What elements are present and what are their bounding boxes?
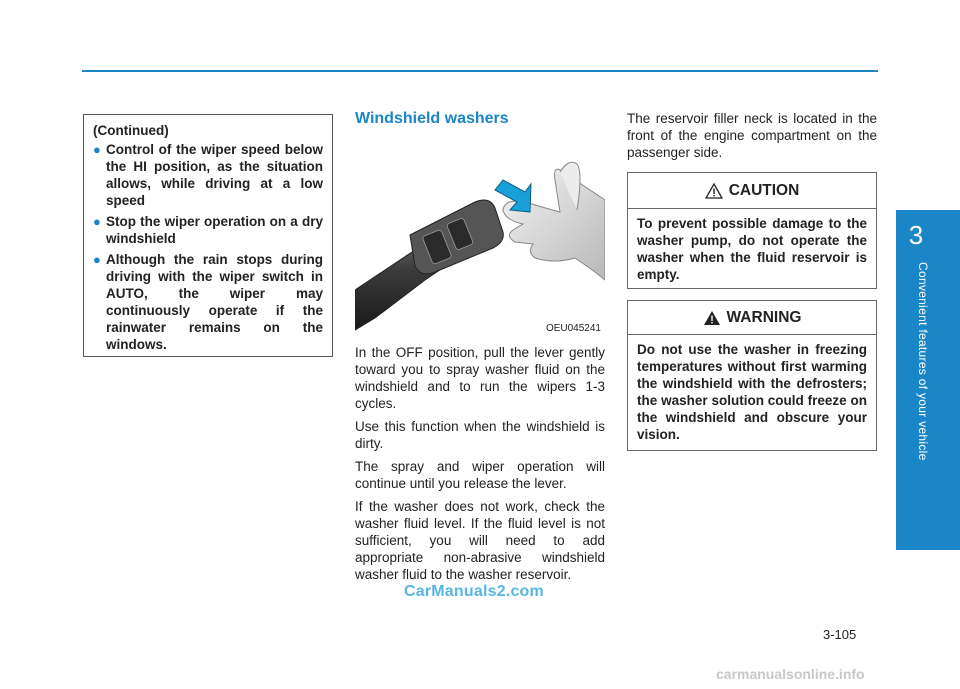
caution-label: CAUTION <box>728 181 800 199</box>
warning-box <box>627 300 877 451</box>
figure-code: OEU045241 <box>545 323 601 334</box>
bullet-icon: ● <box>93 252 101 267</box>
continued-heading: (Continued) <box>93 123 169 138</box>
list-item: ● Control of the wiper speed below the HI position, as the situation allows, while driving at a low speed <box>93 142 323 208</box>
warning-triangle-filled-icon <box>703 310 721 326</box>
warning-header <box>628 301 876 335</box>
continued-note-box <box>83 114 333 357</box>
wiper-lever-illustration <box>355 140 605 336</box>
paragraph: If the washer does not work, check the washer fluid level. If the fluid level is not sufficient, you will need to add appropriate non-abrasive windshield washer fluid to the washer reservoir. <box>355 499 605 582</box>
footer-watermark: carmanualsonline.info <box>716 666 865 682</box>
paragraph: Use this function when the windshield is dirty. <box>355 419 605 451</box>
paragraph: In the OFF position, pull the lever gently toward you to spray washer fluid on the windshield and to run the wipers 1-3 cycles. <box>355 345 605 411</box>
warning-label: WARNING <box>726 308 802 326</box>
reservoir-note: The reservoir filler neck is located in the front of the engine compartment on the passenger side. <box>627 111 877 160</box>
chapter-number: 3 <box>908 220 924 250</box>
bullet-icon: ● <box>93 142 101 157</box>
chapter-title: Convenient features of your vehicle <box>916 262 930 461</box>
bullet-icon: ● <box>93 214 101 229</box>
section-body <box>355 344 605 589</box>
caution-box <box>627 172 877 289</box>
page-number: 3-105 <box>823 627 857 642</box>
wiper-lever-image <box>355 140 605 336</box>
paragraph: The spray and wiper operation will continue until you release the lever. <box>355 459 605 491</box>
caution-header <box>628 173 876 209</box>
warning-triangle-outline-icon <box>705 183 723 199</box>
chapter-tab <box>896 210 960 550</box>
section-heading: Windshield washers <box>355 110 509 127</box>
header-rule <box>82 70 878 72</box>
caution-text: To prevent possible damage to the washer pump, do not operate the washer when the fluid reservoir is empty. <box>637 216 867 282</box>
continued-list <box>93 141 323 353</box>
watermark-link[interactable]: CarManuals2.com <box>404 583 544 600</box>
list-item: ● Stop the wiper operation on a dry windshield <box>93 214 323 246</box>
warning-text: Do not use the washer in freezing temperatures without first warming the windshield with the defrosters; the washer solution could freeze on the windshield and obscure your vision. <box>637 342 867 442</box>
list-item: ● Although the rain stops during driving with the wiper switch in AUTO, the wiper may continuously operate if the rainwater remains on the windows. <box>93 252 323 352</box>
